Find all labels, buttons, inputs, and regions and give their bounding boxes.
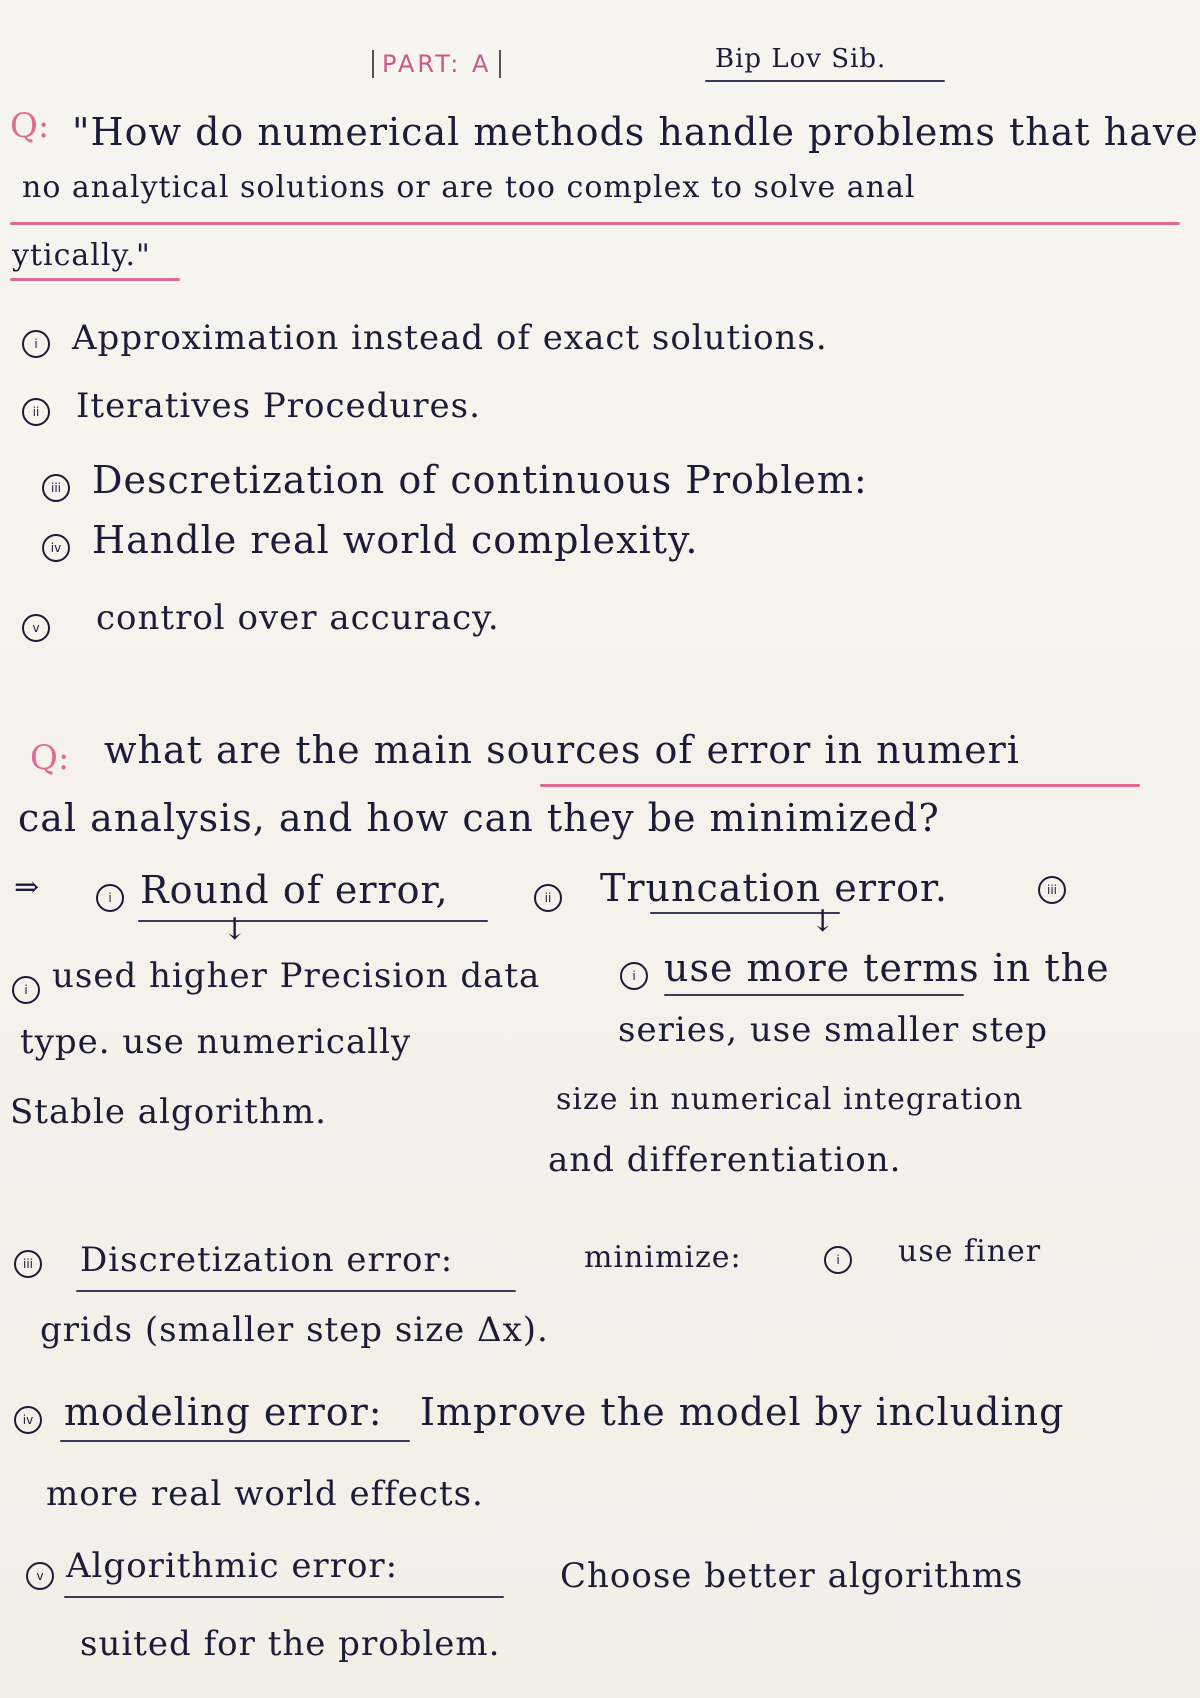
trunc-fix-1: use more terms in the [664, 946, 1110, 990]
q1-point-5-number: v [22, 614, 50, 642]
algo-fix-1: Choose better algorithms [560, 1556, 1024, 1596]
model-title: modeling error: [64, 1390, 383, 1434]
truncation-number: ii [534, 884, 562, 912]
q2-underline [540, 784, 1140, 787]
round-fix-1: used higher Precision data [52, 956, 541, 996]
disc-fix-2: grids (smaller step size Δx). [40, 1310, 549, 1350]
trunc-fix-4: and differentiation. [548, 1140, 902, 1180]
trunc-fix-3: size in numerical integration [556, 1082, 1024, 1117]
trunc-fix-number: i [620, 962, 648, 990]
truncation-down-arrow: ↓ [810, 904, 836, 939]
q1-point-5: control over accuracy. [96, 598, 500, 638]
round-fix-2: type. use numerically [20, 1022, 412, 1062]
round-off-title: Round of error, [140, 868, 449, 912]
q1-point-2-number: ii [22, 398, 50, 426]
q2-marker: Q: [30, 738, 70, 778]
author-name: Bip Lov Sib. [715, 44, 887, 74]
model-number: iv [14, 1406, 42, 1434]
disc-fix-1: use finer [898, 1234, 1042, 1269]
round-off-underline [138, 920, 488, 922]
q1-point-4-number: iv [42, 534, 70, 562]
model-underline [60, 1440, 410, 1442]
next-item-number: iii [1038, 876, 1066, 904]
disc-fix-number: i [824, 1246, 852, 1274]
round-fix-number: i [12, 976, 40, 1004]
disc-underline [76, 1290, 516, 1292]
q2-line2: cal analysis, and how can they be minimized? [18, 796, 940, 840]
q1-point-1-number: i [22, 330, 50, 358]
q1-line3: ytically." [12, 238, 151, 273]
q1-line2: no analytical solutions or are too complex to solve anal [22, 170, 916, 205]
round-off-number: i [96, 884, 124, 912]
q1-line1: "How do numerical methods handle problems that have [72, 110, 1199, 154]
q1-marker: Q: [10, 106, 50, 146]
q1-point-3-number: iii [42, 474, 70, 502]
model-fix-1: Improve the model by including [420, 1390, 1065, 1434]
trunc-fix-2: series, use smaller step [618, 1010, 1049, 1050]
q1-point-3: Descretization of continuous Problem: [92, 458, 868, 502]
q1-point-1: Approximation instead of exact solutions. [72, 318, 828, 358]
round-off-down-arrow: ↓ [222, 912, 248, 947]
algo-number: v [26, 1562, 54, 1590]
algo-underline [64, 1596, 504, 1598]
answer-arrow: ⇒ [14, 870, 40, 905]
algo-fix-2: suited for the problem. [80, 1624, 501, 1664]
disc-fix-label: minimize: [584, 1240, 742, 1275]
name-underline [705, 80, 945, 82]
disc-number: iii [14, 1250, 42, 1278]
algo-title: Algorithmic error: [66, 1546, 399, 1586]
part-label: PART: A [372, 50, 501, 78]
model-fix-2: more real world effects. [46, 1474, 484, 1514]
q1-underline-2 [10, 278, 180, 281]
q1-point-4: Handle real world complexity. [92, 518, 699, 562]
q2-line1: what are the main sources of error in numeri [104, 728, 1020, 772]
round-fix-3: Stable algorithm. [10, 1092, 327, 1132]
q1-point-2: Iteratives Procedures. [76, 386, 481, 426]
truncation-title: Truncation error. [600, 866, 949, 910]
q1-underline-1 [10, 222, 1180, 225]
disc-title: Discretization error: [80, 1240, 454, 1280]
trunc-fix-underline [664, 994, 964, 996]
